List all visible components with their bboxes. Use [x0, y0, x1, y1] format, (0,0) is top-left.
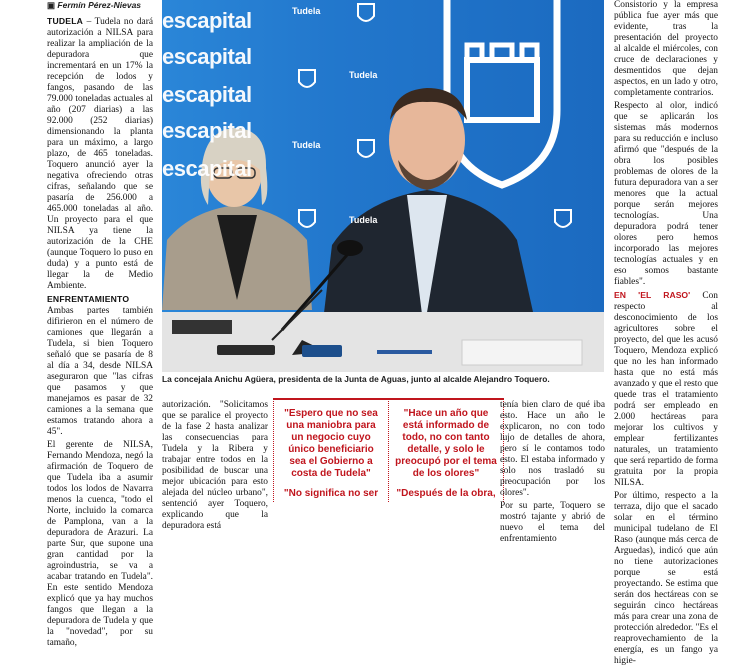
- article-column-4: [614, 0, 718, 669]
- backdrop-logo-text: escapital: [162, 82, 252, 107]
- pull-quote-next: "No significa no ser: [283, 488, 379, 499]
- article-column-1: [47, 16, 153, 651]
- pull-quote-next: "Después de la obra,: [396, 488, 496, 499]
- backdrop-city-text: Tudela: [349, 70, 378, 80]
- paragraph: El gerente de NILSA, Fernando Mendoza, negó la afirmación de Toquero de que Tudela iba a asumir todos los lodos de Navarra menos la cuenca, "todo el Norte, incluido la comarca de Pamplona, van a la depuradora de Arazuri. La parte Sur, que supone una gran cantidad por la agroindustria, se va a acabar tratando en Tudela". En este sentido Mendoza explicó que ya hay muchos fangos que llegan a la depuradora de Tudela y que la "novedad", por su tamaño,: [47, 440, 153, 648]
- man-figure: [322, 88, 537, 330]
- phone-icon: [217, 345, 275, 355]
- coat-of-arms-icon: [447, 0, 557, 185]
- pull-quote-text: "Espero que no sea una maniobra para un negocio cuyo único beneficiario sea el Gobierno a costa de Tudela": [284, 408, 378, 479]
- backdrop-logo-text: escapital: [162, 8, 252, 33]
- paragraph: tenía bien claro de qué iba esto. Hace un año le explicaron, no con todo lujo de detalles de ahora, pero sí le contamos todo esto. El estaba informado y solo nos trasladó su preocupación por los olores".: [500, 400, 605, 498]
- phone-icon: [302, 345, 342, 357]
- press-photo: [162, 0, 604, 372]
- paragraph-lead: EN 'EL RASO': [614, 290, 691, 300]
- paragraph: TUDELA – Tudela no dará autorización a NILSA para realizar la ampliación de la depuradora que incrementará en un 17% la recepción de lodos y fangos, pasando de las 79.000 toneladas actuales al año (207 diarias) a las 92.000 (252 diarias) dimensionando la planta para un máximo, a largo plazo, de 465 toneladas. Toquero anunció ayer la negativa ofreciendo otras cifras, señalando que se pasaría de 256.000 a 465.000 toneladas al año. Un proyecto para el que NILSA ya tiene la autorización de la CHE (aunque Toquero lo puso en duda) y a punto está de llegar la de Medio Ambiente.: [47, 16, 153, 291]
- paragraph: EN 'EL RASO' Con respecto al desconocimiento de los agricultores sobre el proyecto, del que les acusó Toquero, Mendoza explicó que no les han informado hasta que no está más avanzado y que el resto que quede tras el tratamiento podrá ser empleado en 2.000 hectáreas para mejorar los cultivos y emplear fertilizantes naturales, un tratamiento que será repartido de forma gratuita por la propia NILSA.: [614, 290, 718, 488]
- paragraph: ENFRENTAMIENTO Ambas partes también difirieron en el número de camiones que llegarán a Tudela, si bien Toquero señaló que se pasaría de 8 al día a 34, desde NILSA aseguraron que "las cifras que pasamos y que manejamos es pasar de 32 camiones a la semana que estamos tratando ahora a 45".: [47, 294, 153, 437]
- pull-quote: [273, 398, 389, 502]
- backdrop-logo-text: escapital: [162, 156, 252, 181]
- pull-quote-text: "Hace un año que está informado de todo, no con tanto detalle, y solo le preocupó por el tema de los olores": [395, 408, 497, 479]
- byline-author: Fermín Pérez-Nievas: [57, 0, 142, 10]
- article-column-3: [500, 400, 605, 547]
- backdrop-city-text: Tudela: [292, 6, 321, 16]
- backdrop-logo-text: escapital: [162, 44, 252, 69]
- pen-icon: [377, 350, 432, 354]
- paragraph: Respecto al olor, indicó que se aplicarán los sistemas más modernos para su reducción e incluso afirmó que "después de la obra los posibles problemas de olores de la futura depuradora van a ser menores que la actual porque serán mejores tecnologías. Una depuradora podrá tener olores pero hemos incorporado las mejores tecnologías actuales y en eso somos bastante fiables".: [614, 101, 718, 287]
- backdrop-city-text: Tudela: [349, 215, 378, 225]
- article-column-2: [162, 400, 268, 534]
- byline: [47, 0, 157, 11]
- pull-quote: [388, 398, 504, 502]
- paragraph: Por su parte, Toquero se mostró tajante y abrió de nuevo el tema del enfrentamiento: [500, 501, 605, 544]
- paragraph-lead: ENFRENTAMIENTO: [47, 294, 130, 304]
- camera-icon: ▣: [47, 0, 56, 10]
- photo-caption: La concejala Anichu Agüera, presidenta de la Junta de Aguas, junto al alcalde Alejandro Toquero.: [162, 374, 550, 384]
- backdrop-logo-text: escapital: [162, 118, 252, 143]
- paragraph: Consistorio y la empresa pública fue ayer más que evidente, tras la presentación del proyecto al alcalde el miércoles, con cruce de declaraciones y desmentidos que dejan aspectos, en un lado y otro, completamente contrarios.: [614, 0, 718, 98]
- backdrop-city-text: Tudela: [292, 140, 321, 150]
- paragraph: Por último, respecto a la terraza, dijo que el sacado solar en el término municipal tudelano de El Raso (aunque más cerca de Arguedas), indicó que aún no tiene autorizaciones porque se está proyectando. Se estima que serán dos hectáreas con se seguirán cinco hectáreas más para crear una zona de protección alrededor. "Es el reaprovechamiento de la energía, es un fango ya higie-: [614, 491, 718, 666]
- paragraph: autorización. "Solicitamos que se paralice el proyecto de la fase 2 hasta analizar las consecuencias para Tudela y la Ribera y trabajar entre todos en la posibilidad de buscar una mejor ubicación para esto alejada del núcleo urbano", sentenció ayer Toquero, explicando que la depuradora está: [162, 400, 268, 531]
- paragraph-lead: TUDELA: [47, 16, 84, 26]
